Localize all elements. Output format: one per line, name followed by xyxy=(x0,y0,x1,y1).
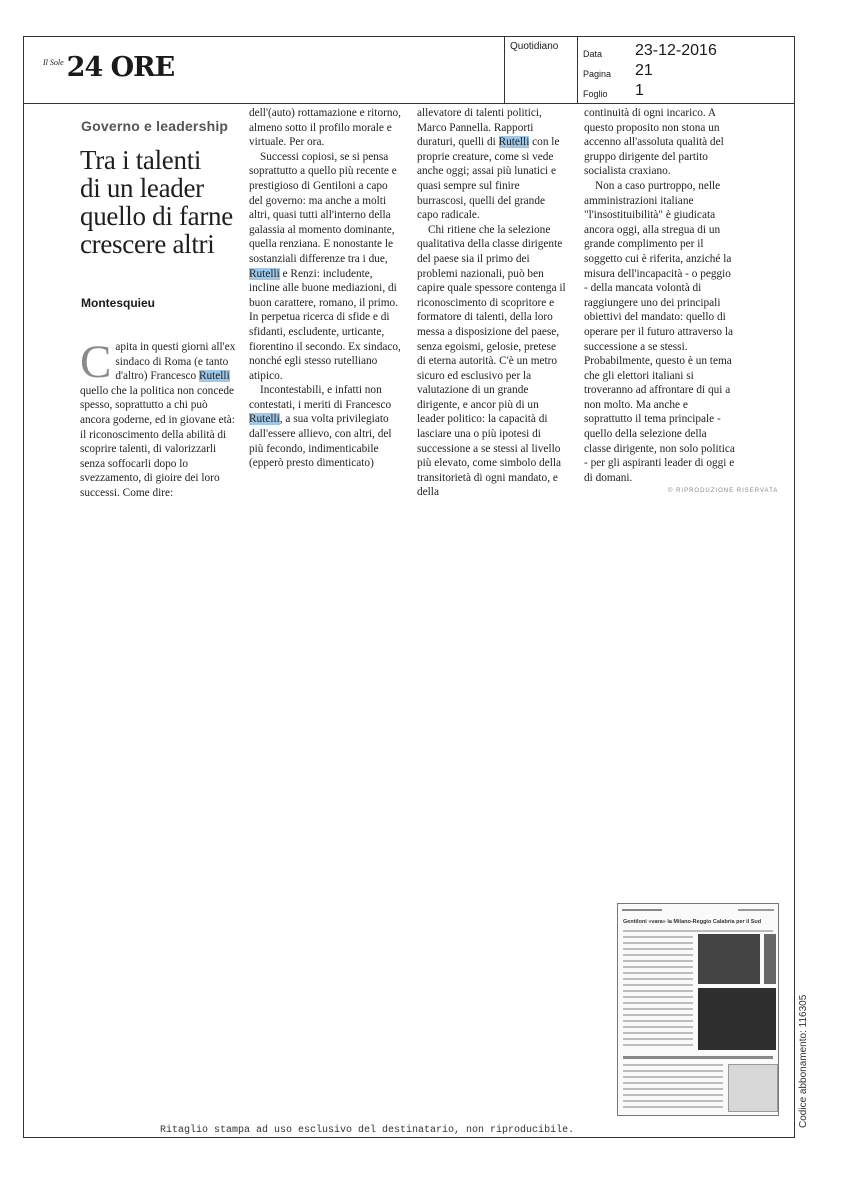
thumb-text-line xyxy=(623,948,693,950)
thumb-subhead xyxy=(623,1056,773,1059)
paragraph: Probabilmente, questo è un tema che gli elettori italiani si troveranno ad affrontare di qui a non molto. Ma anche e soprattutto il tema principale - quello della selezione della classe dirigente, non solo politica - per gli aspiranti leader di oggi e di domani. xyxy=(584,355,735,484)
thumb-headline: Gentiloni «vara» la Milano-Reggio Calabria per il Sud xyxy=(623,919,762,925)
article-headline xyxy=(80,146,240,258)
headline-line: crescere altri xyxy=(80,229,215,259)
meta-row-pagina xyxy=(583,59,717,79)
thumb-text-line xyxy=(623,1026,693,1028)
article-column-3 xyxy=(417,106,567,500)
meta-value: 21 xyxy=(635,62,653,79)
text-run: apita in questi giorni all'ex sindaco di Roma (e tanto d'altro) Francesco xyxy=(115,341,236,383)
thumb-text-line xyxy=(623,930,773,932)
thumb-text-line xyxy=(623,972,693,974)
text-run: Successi copiosi, se si pensa soprattutto a quello più recente e prestigioso di Gentiloni a capo del governo: ma anche a molti altri, quasi tutti all'interno della galassia al momento dominante, quella renziana. E nonostante le sostanziali differenze tra i due, xyxy=(249,150,397,265)
text-run: Incontestabili, e infatti non contestati, i meriti di Francesco xyxy=(249,384,392,411)
headline-line: quello di farne xyxy=(80,201,233,231)
text-run: e Renzi: includente, incline alle buone mediazioni, di buon carattere, romano, il primo. In perpetua ricerca di sfide e di sfidanti, escludente, urticante, fiorentino il secondo. Ex sindaco, nonché egli stesso rutelliano atipico. xyxy=(249,267,401,382)
headline-line: Tra i talenti xyxy=(80,145,202,175)
thumb-text-line xyxy=(623,954,693,956)
thumb-text-line xyxy=(623,1106,723,1108)
newspaper-logo xyxy=(43,54,174,81)
highlighted-keyword: Rutelli xyxy=(198,370,230,383)
article-column-1 xyxy=(80,336,236,501)
thumb-text-line xyxy=(623,1082,723,1084)
paragraph xyxy=(80,336,236,501)
article-column-2 xyxy=(249,106,401,471)
header-divider xyxy=(504,36,505,104)
paragraph: Non a caso purtroppo, nelle amministrazioni italiane "l'insostituibilità" è giudicata ancora oggi, alla stregua di un grande complimento per il soggetto cui è riferita, anziché la misura dell'incapacità - o peggio - della mancata volontà di raggiungere uno dei principali obiettivi del mandato: quello di operare per il futuro attraverso la successione a se stessi. xyxy=(584,179,733,353)
header-divider xyxy=(577,36,578,104)
paragraph: dell'(auto) rottamazione e ritorno, almeno sotto il profilo morale e virtuale. Per ora. xyxy=(249,107,401,149)
thumb-text-line xyxy=(623,1002,693,1004)
meta-value: 1 xyxy=(635,82,644,99)
thumb-text-line xyxy=(623,960,693,962)
text-run: allevatore di talenti politici, Marco Pannella. Rapporti duraturi, quelli di xyxy=(417,107,542,149)
thumb-text-line xyxy=(623,1070,723,1072)
thumb-text-line xyxy=(623,984,693,986)
thumb-text-line xyxy=(623,1100,723,1102)
meta-value: 23-12-2016 xyxy=(635,42,717,59)
thumb-text-line xyxy=(623,1088,723,1090)
section-label: Governo e leadership xyxy=(81,118,229,134)
text-run: quello che la politica non concede spesso, soprattutto a chi può ancora goderne, ed in giovane età: il riconoscimento della abilità di scoprire talenti, di valorizzarli senza soffocarli dopo lo svezzamento, di gioire dei loro successi. Come dire: xyxy=(80,384,235,499)
thumb-text-line xyxy=(623,990,693,992)
thumb-box xyxy=(728,1064,778,1112)
meta-row-data xyxy=(583,39,717,59)
meta-row-foglio xyxy=(583,79,717,99)
thumb-text-line xyxy=(623,1076,723,1078)
thumb-text-line xyxy=(623,1064,723,1066)
meta-label: Data xyxy=(583,49,603,59)
paragraph xyxy=(249,383,401,471)
paragraph: Chi ritiene che la selezione qualitativa della classe dirigente del paese sia il primo dei problemi nazionali, può ben capire quale spessore contenga il riconoscimento di scopritore e formatore di talenti, della loro messa a disposizione del paese, senza egoismi, gelosie, pretese di eterna autorità. C'è un metro sicuro ed esclusivo per la valutazione di un grande dirigente, e ancor più di un leader politico: la capacità di lasciare una o più ipotesi di successione a se stessi al livello più elevato, come simbolo della transitorietà di ogni mandato, e della xyxy=(417,223,566,499)
logo-small-text: Il Sole xyxy=(43,58,64,67)
text-run: , a sua volta privilegiato dall'essere allievo, con altri, del più fecondo, indimenticabile (epperò presto dimenticato) xyxy=(249,413,392,470)
thumb-text-line xyxy=(623,1038,693,1040)
headline-line: di un leader xyxy=(80,173,204,203)
logo-main-text: 24 ORE xyxy=(66,52,175,83)
thumb-masthead xyxy=(738,909,774,911)
highlighted-keyword: Rutelli xyxy=(249,413,280,426)
subscription-code: Codice abbonamento: 116305 xyxy=(798,994,809,1128)
thumb-text-line xyxy=(623,1032,693,1034)
thumb-masthead xyxy=(622,909,662,911)
meta-label: Foglio xyxy=(583,89,608,99)
thumb-text-line xyxy=(623,1044,693,1046)
page-thumbnail xyxy=(617,903,779,1116)
publication-type: Quotidiano xyxy=(510,41,559,52)
thumb-text-line xyxy=(623,1020,693,1022)
text-run: con le proprie creature, come si vede anche oggi; assai più lunatici e quasi sempre sul finire burrascosi, quelli del grande capo radicale. xyxy=(417,136,560,222)
meta-label: Pagina xyxy=(583,69,612,79)
paragraph: continuità di ogni incarico. A questo proposito non stona un accenno all'assoluta qualità del gruppo dirigente del partito socialista craxiano. xyxy=(584,107,724,178)
thumb-text-line xyxy=(623,966,693,968)
masthead xyxy=(23,36,795,104)
thumb-text-line xyxy=(623,996,693,998)
thumb-text-line xyxy=(623,1094,723,1096)
paragraph xyxy=(249,150,401,384)
article-column-4 xyxy=(584,106,736,485)
clipping-disclaimer: Ritaglio stampa ad uso esclusivo del destinatario, non riproducibile. xyxy=(160,1125,575,1136)
copyright-credit: © RIPRODUZIONE RISERVATA xyxy=(668,488,779,494)
thumb-photo xyxy=(764,934,776,984)
highlighted-keyword: Rutelli xyxy=(498,136,530,149)
thumb-text-line xyxy=(623,1014,693,1016)
thumb-text-line xyxy=(623,978,693,980)
thumb-photo xyxy=(698,934,760,984)
thumb-photo xyxy=(698,988,776,1050)
drop-cap: C xyxy=(80,336,112,388)
highlighted-keyword: Rutelli xyxy=(249,267,280,280)
meta-block xyxy=(583,39,717,99)
thumb-text-line xyxy=(623,1008,693,1010)
article-author: Montesquieu xyxy=(81,296,155,310)
paragraph xyxy=(417,106,567,223)
thumb-text-line xyxy=(623,936,693,938)
thumb-text-line xyxy=(623,942,693,944)
